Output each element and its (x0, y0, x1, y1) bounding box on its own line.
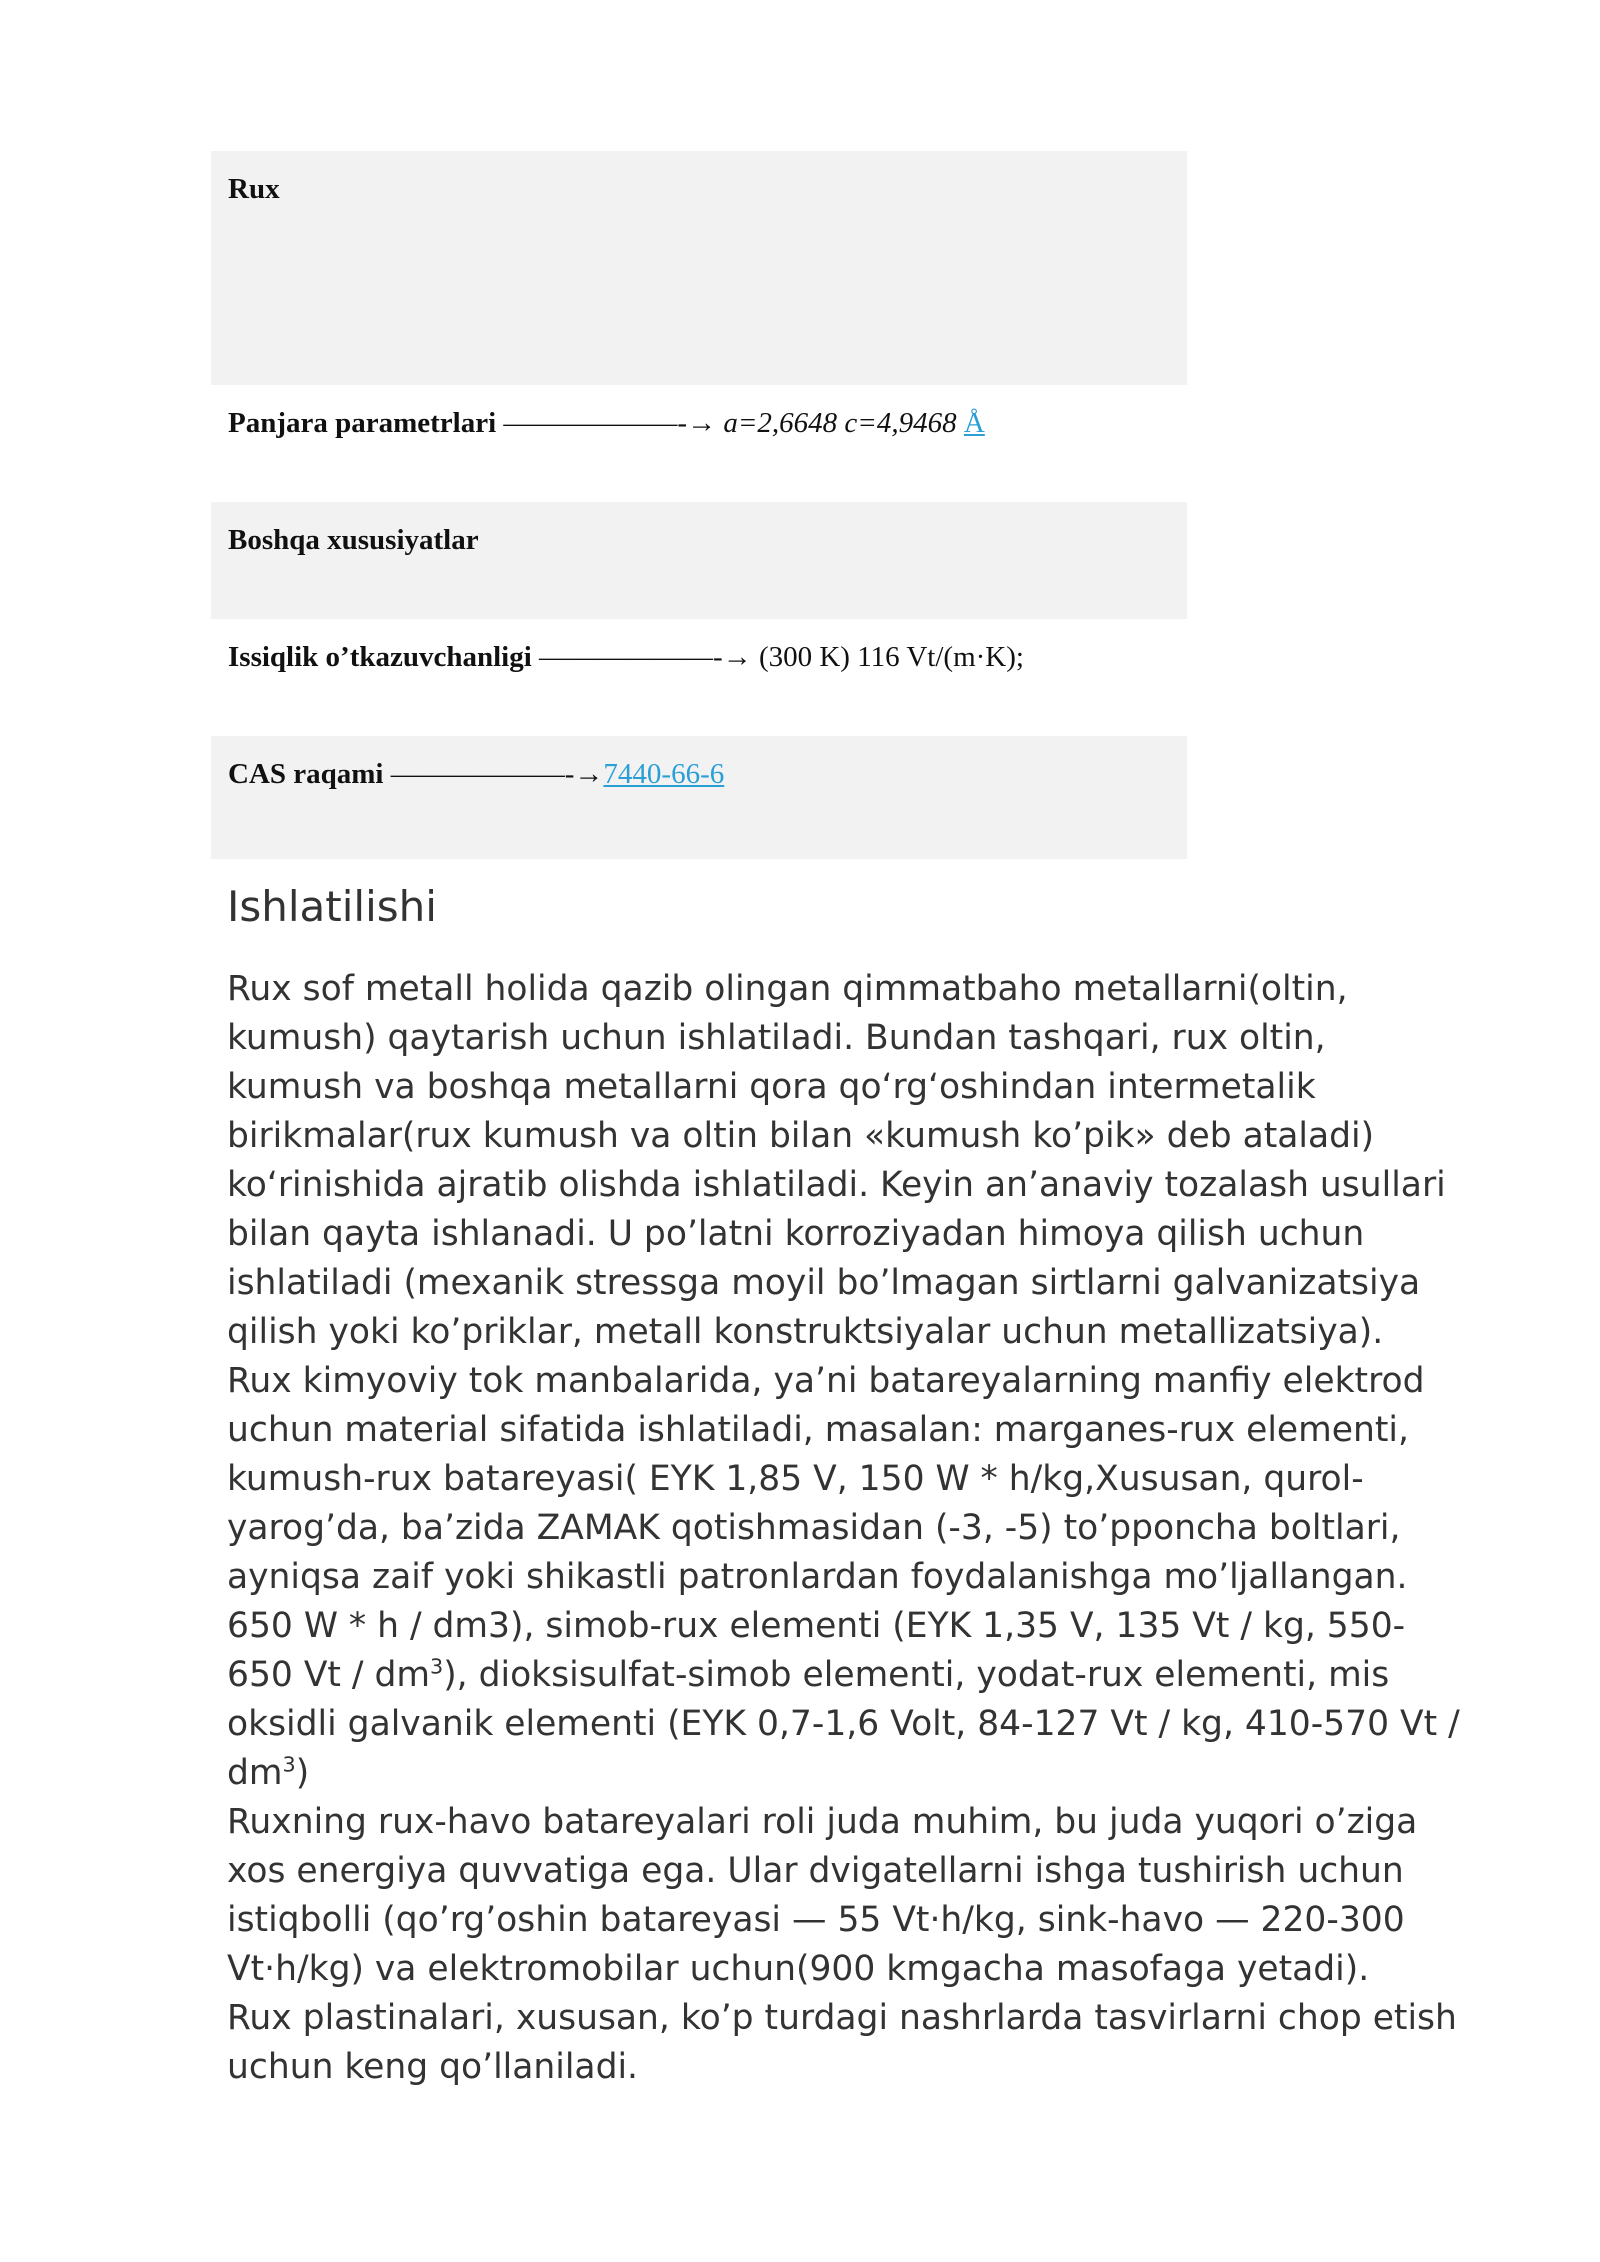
superscript-1: 3 (430, 1654, 444, 1679)
thermal-conductivity-row (211, 619, 1187, 736)
article-body (227, 965, 1467, 2092)
lattice-parameters-label: Panjara parametrlari (228, 407, 497, 439)
cas-number-link[interactable]: 7440-66-6 (603, 758, 725, 790)
section-heading: Ishlatilishi (227, 882, 437, 931)
angstrom-link[interactable]: Å (963, 407, 985, 439)
paragraph-1: Rux sof metall holida qazib olingan qimmatbaho metallarni(oltin, kumush) qaytarish uchun ishlatiladi. Bundan tashqari, rux oltin, kumush va boshqa metallarni qora qoʻrgʻoshindan intermetalik birikmalar(rux kumush va oltin bilan «kumush ko’pik» deb ataladi) koʻrinishida ajratib olishda ishlatiladi. Keyin an’anaviy tozalash usullari bilan qayta ishlanadi. U po’latni korroziyadan himoya qilish uchun ishlatiladi (mexanik stressga moyil bo’lmagan sirtlarni galvanizatsiya qilish yoki ko’priklar, metall konstruktsiyalar uchun metallizatsiya). (227, 969, 1446, 1352)
paragraph-2 (227, 1357, 1467, 1798)
lattice-dash-arrow: ——————-→ (503, 407, 724, 439)
paragraph-3: Ruxning rux-havo batareyalari roli juda muhim, bu juda yuqori o’ziga xos energiya quvvatiga ega. Ular dvigatellarni ishga tushirish uchun istiqbolli (qo’rg’oshin batareyasi — 55 Vt·h/kg, sink-havo — 220-300 Vt·h/kg) va elektromobilar uchun(900 kmgacha masofaga yetadi). (227, 1802, 1418, 1989)
lattice-parameters-row (211, 385, 1187, 502)
infobox-title: Rux (228, 173, 280, 205)
paragraph-4: Rux plastinalari, xususan, ko’p turdagi nashrlarda tasvirlarni chop etish uchun keng qo’llaniladi. (227, 1998, 1457, 2087)
paragraph-2-text-c: ) (295, 1753, 310, 1793)
other-properties-row (211, 502, 1187, 619)
cas-dash-arrow: ——————-→ (390, 758, 604, 790)
thermal-conductivity-label: Issiqlik o’tkazuvchanligi (228, 641, 532, 673)
infobox-title-row (211, 151, 1187, 268)
element-infobox (211, 151, 1187, 859)
superscript-2: 3 (282, 1752, 296, 1777)
infobox-empty-row (211, 268, 1187, 385)
cas-number-row (211, 736, 1187, 859)
cas-number-label: CAS raqami (228, 758, 384, 790)
other-properties-heading: Boshqa xususiyatlar (228, 524, 479, 556)
thermal-dash-arrow: ——————-→ (539, 641, 759, 673)
paragraph-2-text-a: Rux kimyoviy tok manbalarida, ya’ni batareyalarning manfiy elektrod uchun material sifatida ishlatiladi, masalan: marganes-rux elementi, kumush-rux batareyasi( EYK 1,85 V, 150 W * h/kg,Xususan, qurol-yarog’da, ba’zida ZAMAK qotishmasidan (-3, -5) to’pponcha boltlari, ayniqsa zaif yoki shikastli patronlardan foydalanishga mo’ljallangan. 650 W * h / dm3), simob-rux elementi (EYK 1,35 V, 135 Vt / kg, 550-650 Vt / dm (227, 1361, 1425, 1695)
thermal-conductivity-value: (300 K) 116 Vt/(m·K); (758, 641, 1024, 673)
lattice-parameters-value: a=2,6648 c=4,9468 (723, 407, 957, 439)
paragraph-2-text-b: ), dioksisulfat-simob elementi, yodat-rux elementi, mis oksidli galvanik elementi (EYK 0,7-1,6 Volt, 84-127 Vt / kg, 410-570 Vt / dm (227, 1655, 1460, 1793)
